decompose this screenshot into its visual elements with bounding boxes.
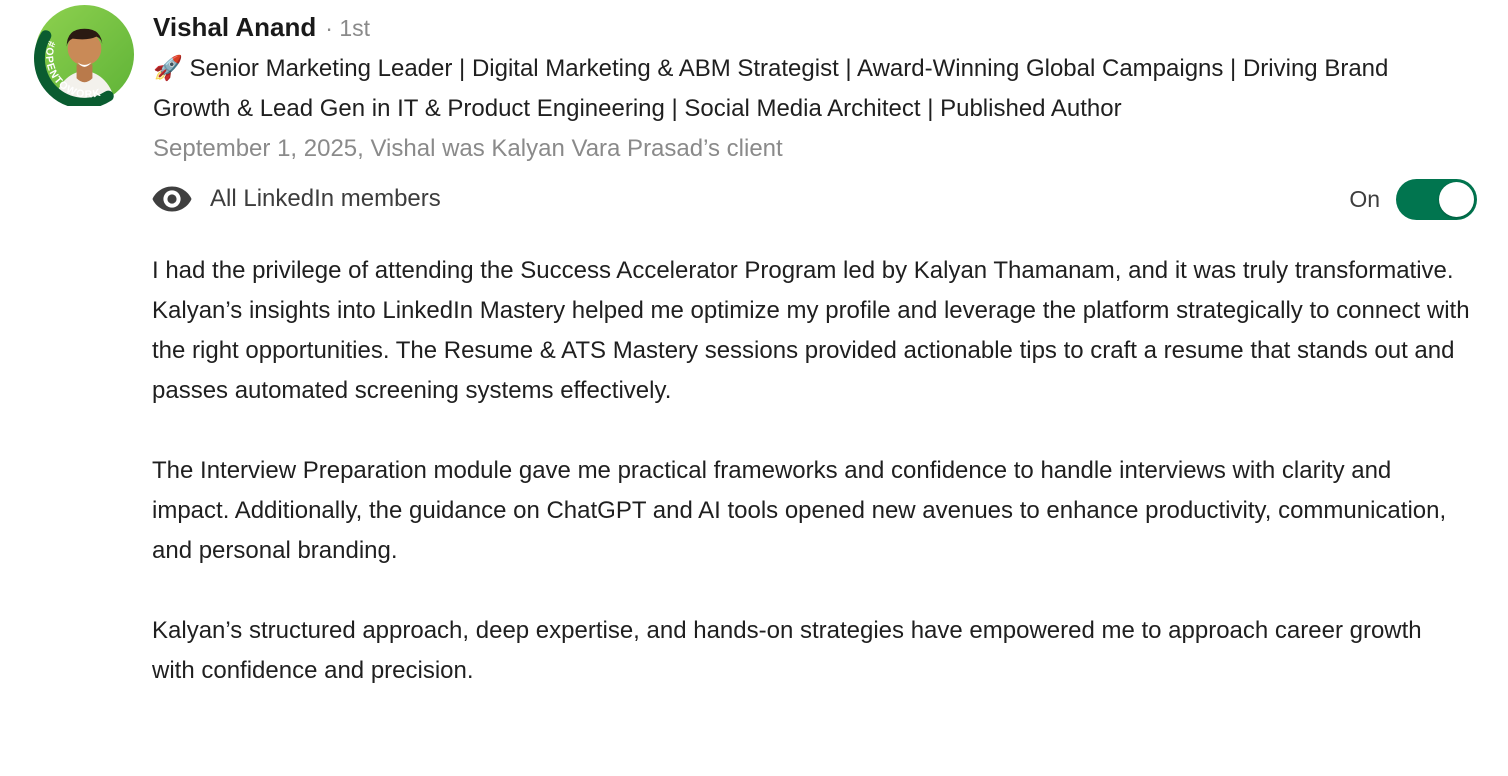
recommendation-text bbox=[152, 251, 1470, 691]
connection-degree: · 1st bbox=[325, 15, 370, 41]
eye-icon bbox=[152, 186, 192, 212]
post-header bbox=[0, 3, 1508, 169]
profile-name[interactable]: Vishal Anand bbox=[153, 12, 317, 42]
relationship-date: September 1, 2025, Vishal was Kalyan Vara Prasad’s client bbox=[153, 135, 783, 162]
avatar[interactable] bbox=[33, 3, 136, 106]
name-row bbox=[153, 3, 1438, 45]
header-info bbox=[153, 3, 1508, 169]
visibility-toggle[interactable] bbox=[1396, 179, 1477, 220]
open-to-work-label: #OPENTOWORK bbox=[42, 39, 103, 101]
visibility-audience-label: All LinkedIn members bbox=[210, 185, 441, 212]
recommendation-paragraph: Kalyan’s structured approach, deep expertise, and hands-on strategies have empowered me to approach career growth with confidence and precision. bbox=[152, 617, 1422, 684]
visibility-selector[interactable] bbox=[152, 185, 441, 213]
recommendation-paragraph: The Interview Preparation module gave me practical frameworks and confidence to handle interviews with clarity and impact. Additionally, the guidance on ChatGPT and AI tools opened new avenues to enhance productivity, communication, and personal branding. bbox=[152, 457, 1447, 564]
toggle-state-label: On bbox=[1349, 185, 1380, 212]
toggle-knob bbox=[1439, 182, 1474, 217]
visibility-row bbox=[152, 177, 1477, 221]
recommendation-paragraph: I had the privilege of attending the Success Accelerator Program led by Kalyan Thamanam, and it was truly transformative. Kalyan’s insights into LinkedIn Mastery helped me optimize my profile and leverage the platform strategically to connect with the right opportunities. The Resume & ATS Mastery sessions provided actionable tips to craft a resume that stands out and passes automated screening systems effectively. bbox=[152, 257, 1470, 404]
toggle-group bbox=[1349, 179, 1477, 220]
avatar-image bbox=[33, 3, 136, 106]
profile-headline: 🚀 Senior Marketing Leader | Digital Marketing & ABM Strategist | Award-Winning Global Campaigns | Driving Brand Growth & Lead Gen in IT & Product Engineering | Social Media Architect | Published Author bbox=[153, 55, 1389, 122]
